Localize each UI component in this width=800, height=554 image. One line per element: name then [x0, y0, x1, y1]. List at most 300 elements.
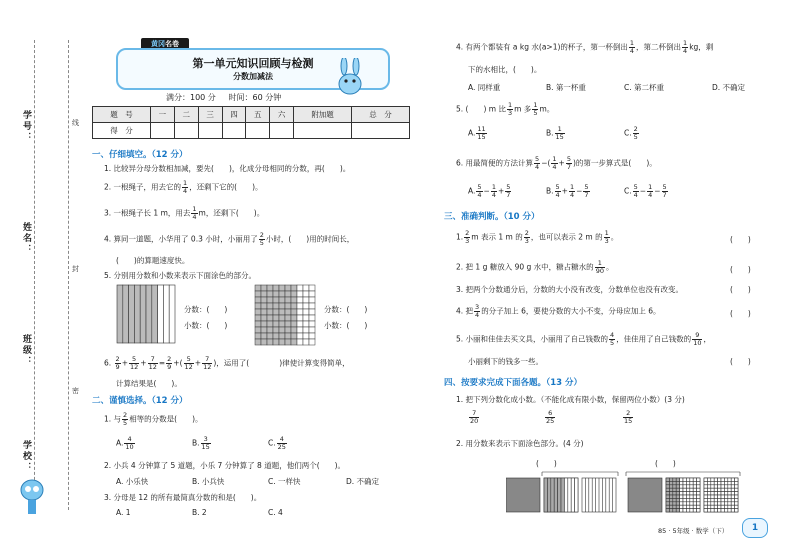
grid-mini-cell: [676, 481, 679, 484]
s1-q4: 4. 算同一道题，小华用了 0.3 小时，小丽用了 $\frac{2}{5}$ 小时，( )用的时间长，: [104, 231, 355, 247]
score-cell[interactable]: [294, 123, 352, 139]
grid-mini-cell: [704, 481, 707, 484]
score-header: 一: [150, 107, 174, 123]
partial-strip: [568, 478, 571, 512]
section2-title: 二、谨慎选择。（12 分）: [92, 396, 188, 406]
grid-mini-cell: [704, 505, 707, 508]
partial-strip: [551, 478, 554, 512]
grid-cell: [291, 309, 297, 315]
grid-mini-cell: [693, 498, 696, 501]
grid-cell: [273, 333, 279, 339]
grid-mini-cell: [707, 485, 710, 488]
exam-time: 时间：60 分钟: [228, 93, 282, 102]
grid-cell: [267, 315, 273, 321]
s3-q5-answer[interactable]: ( ): [730, 357, 751, 366]
grid-mini-cell: [673, 498, 676, 501]
grid-mini-cell: [676, 492, 679, 495]
grid-mini-cell: [697, 495, 700, 498]
grid-mini-cell: [693, 478, 696, 481]
grid-cell: [297, 321, 303, 327]
grid-mini-cell: [724, 502, 727, 505]
grid-cell: [285, 321, 291, 327]
grid-mini-cell: [718, 509, 721, 512]
grid-mini-cell: [724, 488, 727, 491]
grid-mini-cell: [731, 498, 734, 501]
grid-mini-cell: [731, 505, 734, 508]
grid-mini-cell: [690, 505, 693, 508]
grid-mini-cell: [683, 485, 686, 488]
grid-mini-cell: [718, 495, 721, 498]
grid-mini-cell: [666, 478, 669, 481]
s4-frac-7-20: $\frac{7}{20}$: [470, 409, 479, 425]
grid-cell: [267, 285, 273, 291]
s2-q5-opt-b[interactable]: B. $\frac{1}{15}$: [546, 125, 564, 141]
bracket-answer-1[interactable]: ( ): [536, 459, 557, 468]
s2-q3-opt-a[interactable]: A. 1: [116, 508, 131, 517]
grid-cell: [309, 327, 315, 333]
grid-cell: [303, 321, 309, 327]
grid-mini-cell: [728, 481, 731, 484]
s2-q5-opt-a[interactable]: A. $\frac{11}{15}$: [468, 125, 486, 141]
score-header: 六: [270, 107, 294, 123]
strip-cell: [146, 285, 152, 343]
s1-q1: 1. 比较异分母分数相加减，要先( )，化成分母相同的分数，再( )。: [104, 164, 351, 173]
grid-cell: [255, 309, 261, 315]
grid-cell: [273, 297, 279, 303]
grid-mini-cell: [704, 502, 707, 505]
strip-figure: [116, 284, 176, 344]
grid-cell: [291, 333, 297, 339]
grid-cell: [309, 303, 315, 309]
fig1-decimal-label: 小数：( ): [184, 321, 228, 330]
grid-mini-cell: [724, 509, 727, 512]
grid-mini-cell: [673, 488, 676, 491]
grid-mini-cell: [673, 505, 676, 508]
grid-mini-cell: [669, 495, 672, 498]
grid-cell: [255, 315, 261, 321]
grid-mini-cell: [697, 492, 700, 495]
grid-cell: [273, 309, 279, 315]
grid-cell: [297, 327, 303, 333]
grid-mini-cell: [718, 488, 721, 491]
grid-cell: [291, 291, 297, 297]
grid-cell: [309, 321, 315, 327]
line-char: 线: [72, 119, 79, 127]
grid-mini-cell: [686, 492, 689, 495]
grid-mini-cell: [704, 495, 707, 498]
grid-mini-cell: [711, 485, 714, 488]
fig2-decimal-label: 小数：( ): [324, 321, 368, 330]
grid-cell: [261, 309, 267, 315]
s2-q2: 2. 小兵 4 分钟算了 5 道题，小乐 7 分钟算了 8 道题，他们两个( )。: [104, 461, 346, 470]
grid-mini-cell: [735, 505, 738, 508]
grid-mini-cell: [728, 505, 731, 508]
grid-mini-cell: [728, 488, 731, 491]
s2-q2-opt-b[interactable]: B. 小兵快: [192, 477, 225, 486]
grid-mini-cell: [735, 488, 738, 491]
score-cell[interactable]: [222, 123, 246, 139]
s2-q6-opt-b[interactable]: B. $\frac{5}{4}$ + $\frac{1}{4}$ − $\frac{5}{7}$: [546, 183, 589, 199]
grid-mini-cell: [690, 498, 693, 501]
grid-mini-cell: [704, 478, 707, 481]
grid-cell: [309, 285, 315, 291]
grid-mini-cell: [680, 505, 683, 508]
s2-q2-opt-c[interactable]: C. 一样快: [268, 477, 301, 486]
section4-title: 四、按要求完成下面各题。（13 分）: [444, 378, 583, 388]
grid-mini-cell: [721, 502, 724, 505]
s3-q1-answer[interactable]: ( ): [730, 235, 751, 244]
grid-cell: [261, 315, 267, 321]
s2-q6-opt-a[interactable]: A. $\frac{5}{4}$ − $\frac{1}{4}$ + $\frac{5}{7}$: [468, 183, 511, 199]
grid-mini-cell: [666, 481, 669, 484]
s2-q3-opt-b[interactable]: B. 2: [192, 508, 207, 517]
s2-q4-opt-d[interactable]: D. 不确定: [712, 83, 746, 92]
grid-mini-cell: [686, 478, 689, 481]
grid-mini-cell: [721, 478, 724, 481]
score-table: [92, 106, 410, 139]
s2-q5: 5. ( ) m 比 $\frac{1}{3}$ m 多 $\frac{1}{5}$ m。: [456, 101, 555, 117]
grid-mini-cell: [683, 509, 686, 512]
s3-q3-answer[interactable]: ( ): [730, 285, 751, 294]
grid-mini-cell: [673, 485, 676, 488]
grid-mini-cell: [697, 505, 700, 508]
grid-cell: [255, 297, 261, 303]
s2-q1-opt-b[interactable]: B. $\frac{3}{15}$: [192, 435, 210, 451]
grid-mini-cell: [693, 509, 696, 512]
grid-mini-cell: [693, 505, 696, 508]
grid-cell: [255, 321, 261, 327]
grid-cell: [273, 315, 279, 321]
grid-cell: [279, 339, 285, 345]
s4-frac-6-25: $\frac{6}{25}$: [546, 409, 555, 425]
grid-cell: [255, 291, 261, 297]
s4-q1: 1. 把下列分数化成小数。（不能化成有限小数，保留两位小数）(3 分): [456, 395, 685, 404]
s3-q4-answer[interactable]: ( ): [730, 309, 751, 318]
grid-cell: [273, 339, 279, 345]
grid-cell: [303, 327, 309, 333]
grid-mini-cell: [666, 492, 669, 495]
grid-mini-cell: [718, 498, 721, 501]
s2-q1-opt-a[interactable]: A. $\frac{4}{10}$: [116, 435, 134, 451]
grid-cell: [261, 297, 267, 303]
grid-cell: [303, 315, 309, 321]
full-score: 满分：100 分: [166, 93, 216, 102]
grid-mini-cell: [676, 478, 679, 481]
grid-mini-cell: [680, 495, 683, 498]
score-cell[interactable]: [270, 123, 294, 139]
grid-cell: [309, 333, 315, 339]
grid-mini-cell: [669, 492, 672, 495]
grid-mini-cell: [721, 505, 724, 508]
s1-q2: 2. 一根绳子，用去它的 $\frac{1}{4}$ ，还剩下它的( )。: [104, 179, 263, 195]
partial-strip: [547, 478, 550, 512]
student-id-label: 学号：: [21, 110, 31, 143]
grid-cell: [285, 297, 291, 303]
strip-cell: [140, 285, 146, 343]
grid-mini-cell: [686, 495, 689, 498]
score-header: 三: [198, 107, 222, 123]
grid-mini-cell: [693, 492, 696, 495]
grid-mini-cell: [680, 481, 683, 484]
s3-q4: 4. 把 $\frac{3}{4}$ 的分子加上 6，要使分数的大小不变，分母应加上 6。: [456, 303, 661, 319]
grid-mini-cell: [724, 478, 727, 481]
grid-mini-cell: [724, 495, 727, 498]
s2-q4-cont: 下的水相比，( )。: [468, 65, 542, 74]
grid-mini-cell: [673, 478, 676, 481]
grid-mini-cell: [669, 481, 672, 484]
grid-mini-cell: [718, 481, 721, 484]
score-header: 题 号: [93, 107, 151, 123]
s2-q4-opt-c[interactable]: C. 第二杯重: [624, 83, 665, 92]
grid-mini-cell: [718, 485, 721, 488]
grid-mini-cell: [735, 498, 738, 501]
partial-strip: [558, 478, 561, 512]
grid-cell: [303, 297, 309, 303]
grid-mini-cell: [666, 495, 669, 498]
grid-mini-cell: [666, 488, 669, 491]
grid-mini-cell: [669, 485, 672, 488]
s2-q4-opt-a[interactable]: A. 同样重: [468, 83, 501, 92]
grid-mini-cell: [718, 505, 721, 508]
s2-q6: 6. 用最简便的方法计算 $\frac{5}{4}$ −( $\frac{1}{4}$ + $\frac{5}{7}$ )的第一步算式是( )。: [456, 155, 657, 171]
grid-mini-cell: [683, 492, 686, 495]
s4-frac-2-15: $\frac{2}{15}$: [624, 409, 633, 425]
strip-cell: [134, 285, 140, 343]
grid-mini-cell: [731, 481, 734, 484]
grid-mini-cell: [704, 498, 707, 501]
grid-mini-cell: [721, 498, 724, 501]
s2-q6-opt-c[interactable]: C. $\frac{5}{4}$ − $\frac{1}{4}$ − $\frac{5}{7}$: [624, 183, 667, 199]
grid-mini-cell: [731, 509, 734, 512]
grid-mini-cell: [714, 492, 717, 495]
grid-cell: [297, 333, 303, 339]
grid-mini-cell: [669, 509, 672, 512]
grid-mini-cell: [683, 498, 686, 501]
grid-cell: [255, 303, 261, 309]
grid-cell: [285, 303, 291, 309]
grid-mini-cell: [724, 492, 727, 495]
s4-q2: 2. 用分数来表示下面涂色部分。(4 分): [456, 439, 584, 448]
grid-mini-cell: [673, 502, 676, 505]
grid-cell: [297, 297, 303, 303]
grid-figure: [254, 284, 316, 346]
s2-q2-opt-a[interactable]: A. 小乐快: [116, 477, 149, 486]
grid-mini-cell: [690, 478, 693, 481]
grid-mini-cell: [666, 502, 669, 505]
grid-mini-cell: [735, 502, 738, 505]
s3-q2: 2. 把 1 g 糖放入 90 g 水中，糖占糖水的 $\frac{1}{90}$ 。: [456, 259, 614, 275]
grid-mini-cell: [711, 492, 714, 495]
grid-cell: [261, 339, 267, 345]
grid-mini-cell: [714, 502, 717, 505]
grid-cell: [261, 321, 267, 327]
grid-mini-cell: [690, 485, 693, 488]
grid-cell: [267, 309, 273, 315]
grid-mini-cell: [690, 495, 693, 498]
grid-cell: [261, 333, 267, 339]
grid-mini-cell: [683, 495, 686, 498]
grid-cell: [291, 321, 297, 327]
grid-mini-cell: [697, 509, 700, 512]
grid-mini-cell: [673, 495, 676, 498]
grid-cell: [297, 303, 303, 309]
grid-cell: [279, 315, 285, 321]
grid-cell: [303, 285, 309, 291]
partial-strip: [544, 478, 547, 512]
grid-mini-cell: [707, 492, 710, 495]
grid-mini-cell: [676, 488, 679, 491]
grid-mini-cell: [728, 502, 731, 505]
grid-mini-cell: [707, 478, 710, 481]
grid-mini-cell: [690, 509, 693, 512]
grid-mini-cell: [728, 509, 731, 512]
grid-cell: [255, 339, 261, 345]
grid-mini-cell: [680, 498, 683, 501]
grid-cell: [291, 327, 297, 333]
grid-cell: [267, 321, 273, 327]
s2-q2-opt-d[interactable]: D. 不确定: [346, 477, 380, 486]
grid-mini-cell: [735, 492, 738, 495]
secret-char: 密: [72, 387, 79, 395]
grid-mini-cell: [735, 495, 738, 498]
grid-mini-cell: [711, 495, 714, 498]
score-cell[interactable]: [174, 123, 198, 139]
grid-mini-cell: [693, 488, 696, 491]
grid-cell: [255, 327, 261, 333]
grid-mini-cell: [680, 485, 683, 488]
grid-mini-cell: [718, 502, 721, 505]
grid-mini-cell: [669, 478, 672, 481]
grid-cell: [309, 297, 315, 303]
score-cell[interactable]: [198, 123, 222, 139]
grid-mini-cell: [707, 481, 710, 484]
grid-cell: [261, 327, 267, 333]
score-cell[interactable]: [352, 123, 410, 139]
page-number: 1: [742, 518, 768, 538]
grid-mini-cell: [714, 485, 717, 488]
score-cell[interactable]: [150, 123, 174, 139]
grid-cell: [291, 303, 297, 309]
grid-mini-cell: [707, 498, 710, 501]
score-cell[interactable]: [246, 123, 270, 139]
grid-mini-cell: [714, 498, 717, 501]
grid-mini-cell: [693, 481, 696, 484]
score-header: 五: [246, 107, 270, 123]
grid-mini-cell: [731, 478, 734, 481]
grid-cell: [279, 291, 285, 297]
shaded-square: [506, 478, 540, 512]
footer-code: 85 · 5年级 · 数学（下）: [658, 527, 729, 535]
grid-cell: [279, 285, 285, 291]
fig1-fraction-label: 分数：( ): [184, 305, 228, 314]
exam-meta: [166, 92, 281, 103]
grid-mini-cell: [714, 478, 717, 481]
grid-cell: [291, 315, 297, 321]
grid-mini-cell: [714, 495, 717, 498]
grid-mini-cell: [707, 502, 710, 505]
grid-cell: [267, 291, 273, 297]
score-header: 二: [174, 107, 198, 123]
s2-q1-opt-c[interactable]: C. $\frac{4}{25}$: [268, 435, 286, 451]
s2-q4: 4. 有两个都装有 a kg 水(a>1)的杯子，第一杯倒出 $\frac{1}{4}$ ，第二杯倒出 $\frac{1}{4}$ kg，剩: [456, 39, 714, 55]
grid-mini-cell: [683, 488, 686, 491]
grid-mini-cell: [690, 481, 693, 484]
grid-mini-cell: [721, 495, 724, 498]
grid-mini-cell: [704, 509, 707, 512]
page-title: 第一单元知识回顾与检测: [192, 57, 314, 70]
name-label: 姓名：: [21, 222, 31, 255]
grid-mini-cell: [724, 481, 727, 484]
s2-q1: 1. 与 $\frac{2}{5}$ 相等的分数是( )。: [104, 411, 203, 427]
binding-line-outer: [34, 40, 35, 510]
grid-mini-cell: [707, 505, 710, 508]
grid-cell: [285, 339, 291, 345]
grid-mini-cell: [693, 495, 696, 498]
grid-mini-cell: [711, 509, 714, 512]
grid-mini-cell: [707, 509, 710, 512]
grid-mini-cell: [680, 492, 683, 495]
grid-mini-cell: [686, 502, 689, 505]
partial-strip: [554, 478, 557, 512]
grid-cell: [279, 303, 285, 309]
grid-mini-cell: [714, 488, 717, 491]
grid-cell: [297, 339, 303, 345]
grid-mini-cell: [735, 509, 738, 512]
grid-cell: [267, 303, 273, 309]
grid-mini-cell: [735, 485, 738, 488]
grid-mini-cell: [693, 502, 696, 505]
grid-mini-cell: [676, 505, 679, 508]
grid-mini-cell: [704, 488, 707, 491]
grid-mini-cell: [728, 498, 731, 501]
grid-mini-cell: [669, 505, 672, 508]
score-header: 总 分: [352, 107, 410, 123]
grid-cell: [273, 321, 279, 327]
s2-q4-opt-b[interactable]: B. 第一杯重: [546, 83, 586, 92]
grid-mini-cell: [683, 505, 686, 508]
s2-q3-opt-c[interactable]: C. 4: [268, 508, 283, 517]
grid-mini-cell: [676, 509, 679, 512]
grid-mini-cell: [680, 502, 683, 505]
grid-cell: [303, 333, 309, 339]
grid-mini-cell: [676, 495, 679, 498]
grid-mini-cell: [731, 492, 734, 495]
grid-mini-cell: [711, 481, 714, 484]
grid-mini-cell: [686, 509, 689, 512]
grid-mini-cell: [686, 498, 689, 501]
grid-mini-cell: [721, 481, 724, 484]
grid-mini-cell: [704, 485, 707, 488]
partial-strip: [561, 478, 564, 512]
grid-cell: [303, 309, 309, 315]
grid-cell: [279, 309, 285, 315]
grid-cell: [285, 309, 291, 315]
s2-q5-opt-c[interactable]: C. $\frac{2}{5}$: [624, 125, 638, 141]
grid-mini-cell: [680, 488, 683, 491]
grid-mini-cell: [697, 502, 700, 505]
grid-cell: [267, 333, 273, 339]
s3-q2-answer[interactable]: ( ): [730, 265, 751, 274]
bracket-answer-2[interactable]: ( ): [655, 459, 676, 468]
grid-mini-cell: [669, 498, 672, 501]
grid-cell: [267, 297, 273, 303]
s2-q3: 3. 分母是 12 的所有最简真分数的和是( )。: [104, 493, 262, 502]
grid-mini-cell: [704, 492, 707, 495]
strip-cell: [169, 285, 175, 343]
grid-mini-cell: [697, 478, 700, 481]
seal-char: 封: [72, 265, 79, 273]
strip-cell: [152, 285, 158, 343]
